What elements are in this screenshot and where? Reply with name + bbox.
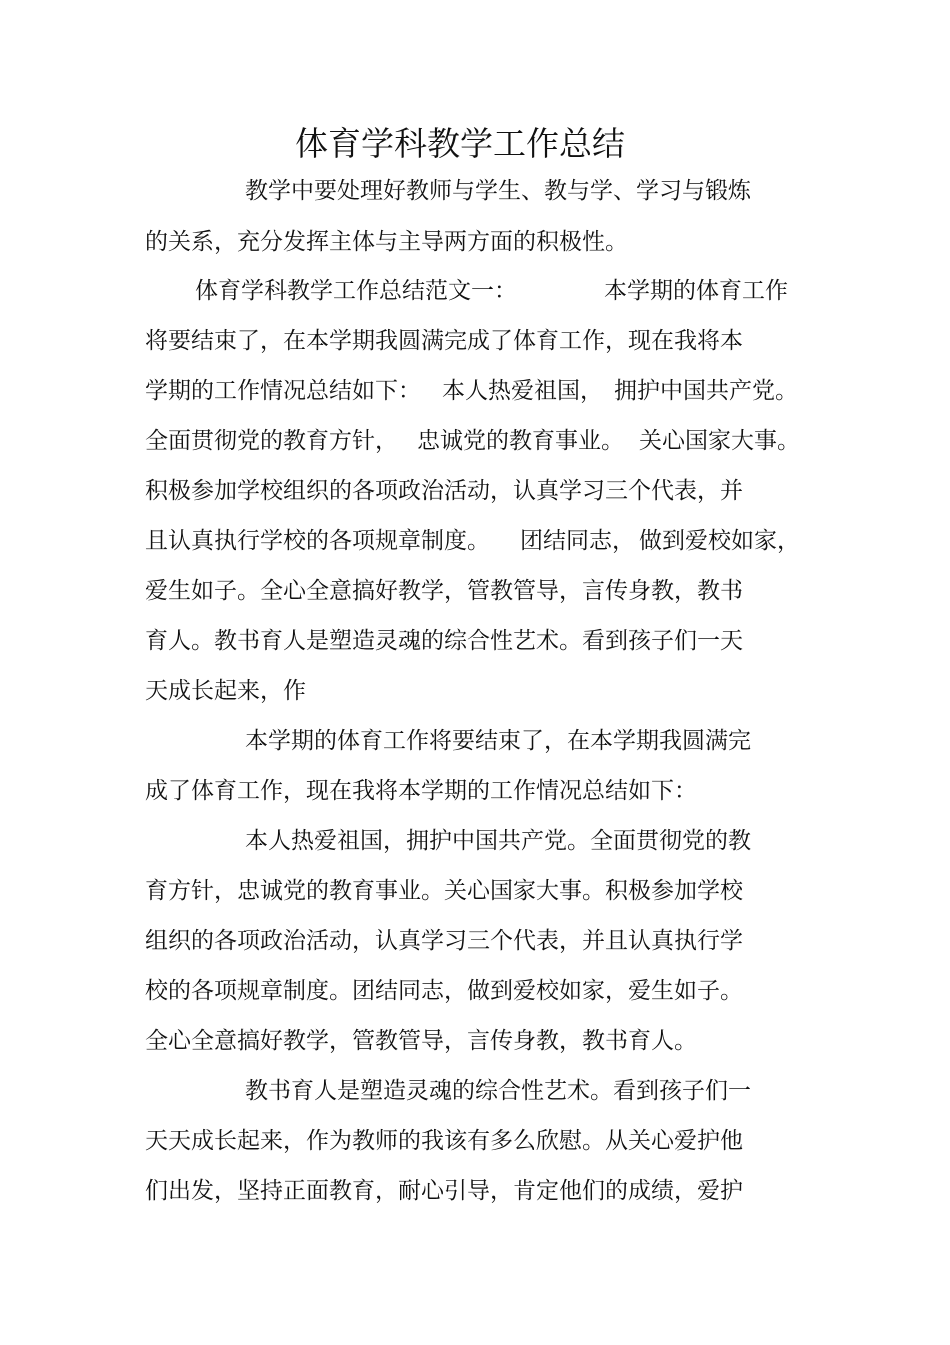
text-line: 教书育人是塑造灵魂的综合性艺术。看到孩子们一 (245, 1078, 751, 1104)
text-line: 全面贯彻党的教育方针， (145, 428, 398, 454)
text-line: 爱生如子。全心全意搞好教学，管教管导，言传身教，教书 (145, 578, 743, 604)
text-line: 忠诚党的教育事业。 (417, 428, 624, 454)
text-line: 本学期的体育工作 (604, 278, 788, 304)
text-line: 积极参加学校组织的各项政治活动，认真学习三个代表，并 (145, 478, 743, 504)
text-line: 们出发，坚持正面教育，耐心引导，肯定他们的成绩，爱护 (145, 1178, 743, 1204)
text-line: 的关系，充分发挥主体与主导两方面的积极性。 (145, 229, 628, 255)
text-line: 本学期的体育工作将要结束了，在本学期我圆满完 (245, 728, 751, 754)
text-line: 天成长起来，作 (145, 678, 306, 704)
text-line: 且认真执行学校的各项规章制度。 (145, 528, 490, 554)
text-line: 育方针，忠诚党的教育事业。关心国家大事。积极参加学校 (145, 878, 743, 904)
text-line: 体育学科教学工作总结范文一： (195, 278, 517, 304)
text-line: 关心国家大事。 (639, 428, 800, 454)
text-line: 本人热爱祖国，拥护中国共产党。全面贯彻党的教 (245, 828, 751, 854)
text-line: 学期的工作情况总结如下： (145, 378, 421, 404)
text-line: 成了体育工作，现在我将本学期的工作情况总结如下： (145, 778, 697, 804)
text-line: 团结同志， (520, 528, 635, 554)
document-title: 体育学科教学工作总结 (295, 124, 625, 163)
text-line: 拥护中国共产党。 (614, 378, 798, 404)
text-line: 全心全意搞好教学，管教管导，言传身教，教书育人。 (145, 1028, 697, 1054)
text-line: 育人。教书育人是塑造灵魂的综合性艺术。看到孩子们一天 (145, 628, 743, 654)
text-line: 教学中要处理好教师与学生、教与学、学习与锻炼 (245, 178, 751, 204)
text-line: 将要结束了，在本学期我圆满完成了体育工作，现在我将本 (145, 328, 743, 354)
text-line: 本人热爱祖国， (442, 378, 603, 404)
text-line: 校的各项规章制度。团结同志，做到爱校如家，爱生如子。 (145, 978, 743, 1004)
text-line: 做到爱校如家， (639, 528, 800, 554)
text-line: 天天成长起来，作为教师的我该有多么欣慰。从关心爱护他 (145, 1128, 743, 1154)
text-line: 组织的各项政治活动，认真学习三个代表，并且认真执行学 (145, 928, 743, 954)
